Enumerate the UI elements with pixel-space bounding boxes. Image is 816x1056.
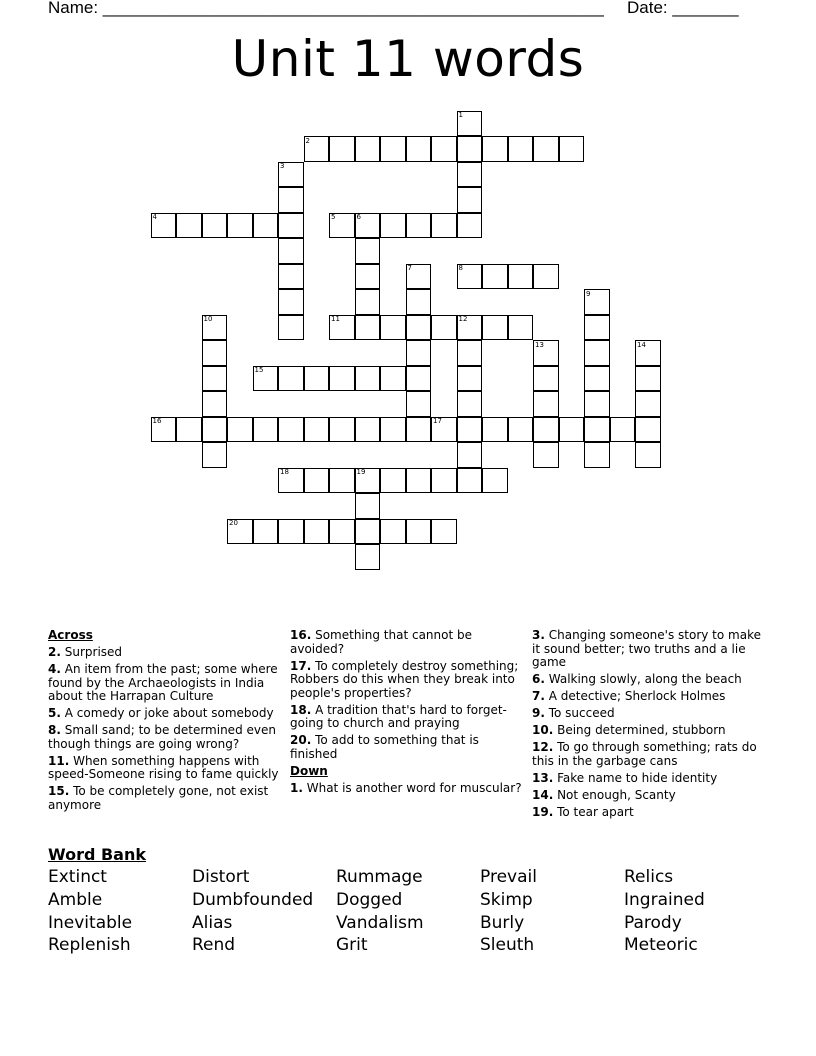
word-bank-item: Prevail <box>480 867 537 887</box>
grid-cell[interactable] <box>406 366 432 392</box>
grid-cell[interactable] <box>329 366 355 392</box>
grid-cell[interactable] <box>584 391 610 417</box>
grid-cell[interactable] <box>202 366 228 392</box>
grid-number: 13 <box>535 340 544 349</box>
grid-number: 2 <box>305 136 310 145</box>
clue-number: 11. <box>48 753 70 768</box>
clue-text: Being determined, stubborn <box>553 723 726 737</box>
grid-cell[interactable] <box>508 315 534 341</box>
clue-text: Surprised <box>60 645 123 659</box>
word-bank-item: Rend <box>192 935 236 956</box>
grid-cell[interactable] <box>406 468 432 494</box>
grid-cell[interactable] <box>227 213 253 239</box>
grid-number: 11 <box>331 315 340 323</box>
grid-cell[interactable] <box>380 468 406 494</box>
grid-cell[interactable] <box>380 136 406 162</box>
grid-cell[interactable] <box>202 442 228 468</box>
clue-text: An item from the past; some where found by the Archaeologists in India about the Harrapan Culture <box>48 662 278 703</box>
grid-cell[interactable] <box>278 519 304 545</box>
grid-cell[interactable] <box>584 315 610 341</box>
grid-cell[interactable] <box>406 315 432 341</box>
clue-item <box>48 724 284 751</box>
grid-cell[interactable] <box>431 468 457 494</box>
grid-cell[interactable] <box>355 544 381 570</box>
grid-number: 20 <box>229 519 238 527</box>
grid-cell[interactable] <box>610 417 636 443</box>
clue-number: 10. <box>532 723 554 737</box>
grid-cell[interactable] <box>559 136 585 162</box>
clue-number: 2. <box>48 645 61 659</box>
grid-cell[interactable] <box>278 289 304 315</box>
grid-cell[interactable] <box>533 391 559 417</box>
grid-number: 17 <box>433 417 442 425</box>
grid-number: 19 <box>356 468 366 476</box>
clue-item <box>532 690 768 704</box>
clue-item <box>532 772 768 786</box>
clue-text: Fake name to hide identity <box>553 770 718 785</box>
grid-number: 10 <box>203 315 213 323</box>
grid-cell[interactable] <box>202 391 228 417</box>
clue-item <box>290 704 526 731</box>
word-bank-item: Meteoric <box>624 935 698 956</box>
grid-cell[interactable] <box>380 417 406 443</box>
clue-number: 8. <box>48 723 61 737</box>
grid-number: 7 <box>407 264 412 272</box>
grid-cell[interactable] <box>304 417 330 443</box>
grid-number: 18 <box>280 468 289 476</box>
grid-cell[interactable] <box>253 519 279 545</box>
clue-item <box>48 755 284 782</box>
word-bank-item: Alias <box>192 912 233 933</box>
word-bank-item: Grit <box>336 935 368 956</box>
clue-text: A detective; Sherlock Holmes <box>544 689 726 703</box>
clue-item <box>290 734 526 761</box>
grid-cell[interactable] <box>304 468 330 494</box>
clue-item <box>532 724 768 738</box>
clue-text: Changing someone's story to make it sound better; two truths and a lie game <box>532 628 761 669</box>
down-heading: Down <box>290 763 328 778</box>
clues-column-3 <box>532 629 768 823</box>
clue-item <box>532 629 768 670</box>
clue-number: 20. <box>290 733 312 747</box>
clue-item <box>532 806 768 820</box>
grid-cell[interactable] <box>355 519 381 545</box>
grid-cell[interactable] <box>278 187 304 213</box>
grid-cell[interactable] <box>482 136 508 162</box>
grid-cell[interactable] <box>406 340 432 366</box>
clue-text: To tear apart <box>553 804 634 819</box>
clue-text: Small sand; to be determined even though things are going wrong? <box>48 723 276 751</box>
clue-text: Walking slowly, along the beach <box>544 672 742 686</box>
across-heading: Across <box>48 628 93 642</box>
grid-number: 8 <box>458 264 463 272</box>
word-bank-item: Dumbfounded <box>192 889 314 910</box>
grid-cell[interactable] <box>508 136 534 162</box>
name-field[interactable]: Name: _____________________________________________________ <box>48 0 604 17</box>
clue-number: 1. <box>290 780 303 795</box>
clue-text: Something that cannot be avoided? <box>290 628 472 656</box>
grid-cell[interactable] <box>457 136 483 162</box>
grid-cell[interactable] <box>457 468 483 494</box>
grid-cell[interactable] <box>278 366 304 392</box>
grid-number: 9 <box>586 289 591 298</box>
clue-text: To succeed <box>544 706 615 720</box>
grid-cell[interactable] <box>202 417 228 443</box>
date-field[interactable]: Date: _______ <box>627 0 739 17</box>
clue-item <box>48 663 284 704</box>
grid-cell[interactable] <box>431 519 457 545</box>
grid-cell[interactable] <box>355 289 381 315</box>
grid-cell[interactable] <box>355 264 381 290</box>
grid-cell[interactable] <box>457 340 483 366</box>
grid-cell[interactable] <box>253 417 279 443</box>
grid-cell[interactable] <box>635 442 661 468</box>
grid-cell[interactable] <box>227 417 253 443</box>
grid-number: 16 <box>152 417 162 425</box>
grid-cell[interactable] <box>253 213 279 239</box>
word-bank-title: Word Bank <box>48 845 147 864</box>
clue-number: 17. <box>290 658 312 673</box>
grid-cell[interactable] <box>533 264 559 290</box>
clue-number: 6. <box>532 672 545 686</box>
clues-column-2 <box>290 629 526 799</box>
grid-number: 14 <box>637 340 646 349</box>
grid-cell[interactable] <box>380 315 406 341</box>
grid-cell[interactable] <box>508 417 534 443</box>
grid-cell[interactable] <box>278 315 304 341</box>
grid-cell[interactable] <box>304 366 330 392</box>
grid-cell[interactable] <box>329 519 355 545</box>
word-bank-item: Relics <box>624 867 674 887</box>
clue-text: To add to something that is finished <box>290 733 479 761</box>
word-bank-item: Dogged <box>336 889 403 910</box>
grid-cell[interactable] <box>176 417 202 443</box>
grid-cell[interactable] <box>533 417 559 443</box>
grid-cell[interactable] <box>584 442 610 468</box>
word-bank-item: Burly <box>480 912 525 933</box>
grid-cell[interactable] <box>431 213 457 239</box>
grid-number: 15 <box>254 366 264 374</box>
grid-cell[interactable] <box>457 442 483 468</box>
word-bank-item: Vandalism <box>336 912 424 933</box>
grid-cell[interactable] <box>329 417 355 443</box>
clue-text: Not enough, Scanty <box>553 787 676 802</box>
clue-number: 5. <box>48 706 61 720</box>
grid-cell[interactable] <box>584 417 610 443</box>
clue-item <box>48 646 284 660</box>
grid-cell[interactable] <box>533 136 559 162</box>
grid-cell[interactable] <box>355 238 381 264</box>
grid-number: 5 <box>331 213 336 221</box>
grid-cell[interactable] <box>202 340 228 366</box>
clue-item <box>532 707 768 721</box>
grid-cell[interactable] <box>355 136 381 162</box>
grid-cell[interactable] <box>457 366 483 392</box>
clue-item <box>532 789 768 803</box>
clue-number: 3. <box>532 628 545 642</box>
grid-number: 3 <box>280 162 285 170</box>
grid-cell[interactable] <box>380 213 406 239</box>
clue-item <box>290 629 526 656</box>
word-bank-item: Extinct <box>48 867 107 887</box>
clue-item <box>48 707 284 721</box>
clue-number: 9. <box>532 706 545 720</box>
word-bank-item: Rummage <box>336 867 423 887</box>
grid-cell[interactable] <box>355 366 381 392</box>
grid-cell[interactable] <box>355 417 381 443</box>
clue-text: What is another word for muscular? <box>302 780 522 795</box>
clue-item <box>532 673 768 687</box>
grid-cell[interactable] <box>431 136 457 162</box>
clue-number: 4. <box>48 662 61 676</box>
grid-cell[interactable] <box>406 136 432 162</box>
clues-column-1 <box>48 629 284 816</box>
word-bank-item: Inevitable <box>48 912 133 933</box>
clue-number: 13. <box>532 770 554 785</box>
grid-cell[interactable] <box>278 417 304 443</box>
grid-cell[interactable] <box>278 264 304 290</box>
word-bank-item: Parody <box>624 912 682 933</box>
grid-cell[interactable] <box>482 315 508 341</box>
grid-cell[interactable] <box>457 391 483 417</box>
clue-text: To go through something; rats do this in the garbage cans <box>532 740 757 768</box>
clue-number: 18. <box>290 702 312 717</box>
clue-item <box>290 782 526 796</box>
word-bank-item: Distort <box>192 867 250 887</box>
grid-cell[interactable] <box>457 417 483 443</box>
clue-text: A tradition that's hard to forget-going to church and praying <box>290 702 507 730</box>
grid-number: 1 <box>458 111 463 119</box>
clue-text: A comedy or joke about somebody <box>60 706 274 720</box>
word-bank-item: Ingrained <box>624 889 705 910</box>
clue-number: 16. <box>290 628 312 642</box>
grid-cell[interactable] <box>406 519 432 545</box>
grid-cell[interactable] <box>329 136 355 162</box>
clue-number: 15. <box>48 784 70 798</box>
grid-cell[interactable] <box>457 187 483 213</box>
page-title: Unit 11 words <box>231 30 585 88</box>
grid-cell[interactable] <box>380 519 406 545</box>
grid-cell[interactable] <box>278 238 304 264</box>
grid-cell[interactable] <box>406 213 432 239</box>
grid-cell[interactable] <box>482 264 508 290</box>
grid-cell[interactable] <box>355 315 381 341</box>
grid-cell[interactable] <box>635 417 661 443</box>
grid-cell[interactable] <box>355 493 381 519</box>
grid-cell[interactable] <box>584 366 610 392</box>
grid-cell[interactable] <box>482 468 508 494</box>
grid-cell[interactable] <box>533 442 559 468</box>
grid-cell[interactable] <box>508 264 534 290</box>
grid-cell[interactable] <box>533 366 559 392</box>
clue-item <box>48 785 284 812</box>
grid-cell[interactable] <box>329 468 355 494</box>
grid-cell[interactable] <box>482 417 508 443</box>
grid-cell[interactable] <box>406 289 432 315</box>
clue-text: To completely destroy something; Robbers do this when they break into people's properties? <box>290 658 519 700</box>
grid-cell[interactable] <box>559 417 585 443</box>
grid-cell[interactable] <box>457 162 483 188</box>
word-bank-item: Sleuth <box>480 935 535 956</box>
grid-cell[interactable] <box>431 315 457 341</box>
grid-cell[interactable] <box>635 391 661 417</box>
grid-cell[interactable] <box>304 519 330 545</box>
grid-cell[interactable] <box>584 340 610 366</box>
clue-text: To be completely gone, not exist anymore <box>48 784 269 812</box>
word-bank-item: Amble <box>48 889 103 910</box>
grid-cell[interactable] <box>406 417 432 443</box>
clue-item <box>290 660 526 701</box>
clue-number: 12. <box>532 740 554 754</box>
grid-number: 4 <box>152 213 157 221</box>
word-bank <box>48 866 768 957</box>
word-bank-item: Replenish <box>48 935 131 956</box>
grid-number: 6 <box>356 213 361 221</box>
clue-number: 14. <box>532 787 554 802</box>
clue-number: 19. <box>532 804 554 819</box>
grid-cell[interactable] <box>457 213 483 239</box>
clue-number: 7. <box>532 689 545 703</box>
grid-cell[interactable] <box>278 213 304 239</box>
grid-cell[interactable] <box>202 213 228 239</box>
grid-cell[interactable] <box>380 366 406 392</box>
grid-cell[interactable] <box>635 366 661 392</box>
grid-cell[interactable] <box>406 391 432 417</box>
grid-number: 12 <box>458 315 468 323</box>
clue-text: When something happens with speed-Someone rising to fame quickly <box>48 753 279 781</box>
clue-item <box>532 741 768 768</box>
grid-cell[interactable] <box>176 213 202 239</box>
word-bank-item: Skimp <box>480 889 533 910</box>
